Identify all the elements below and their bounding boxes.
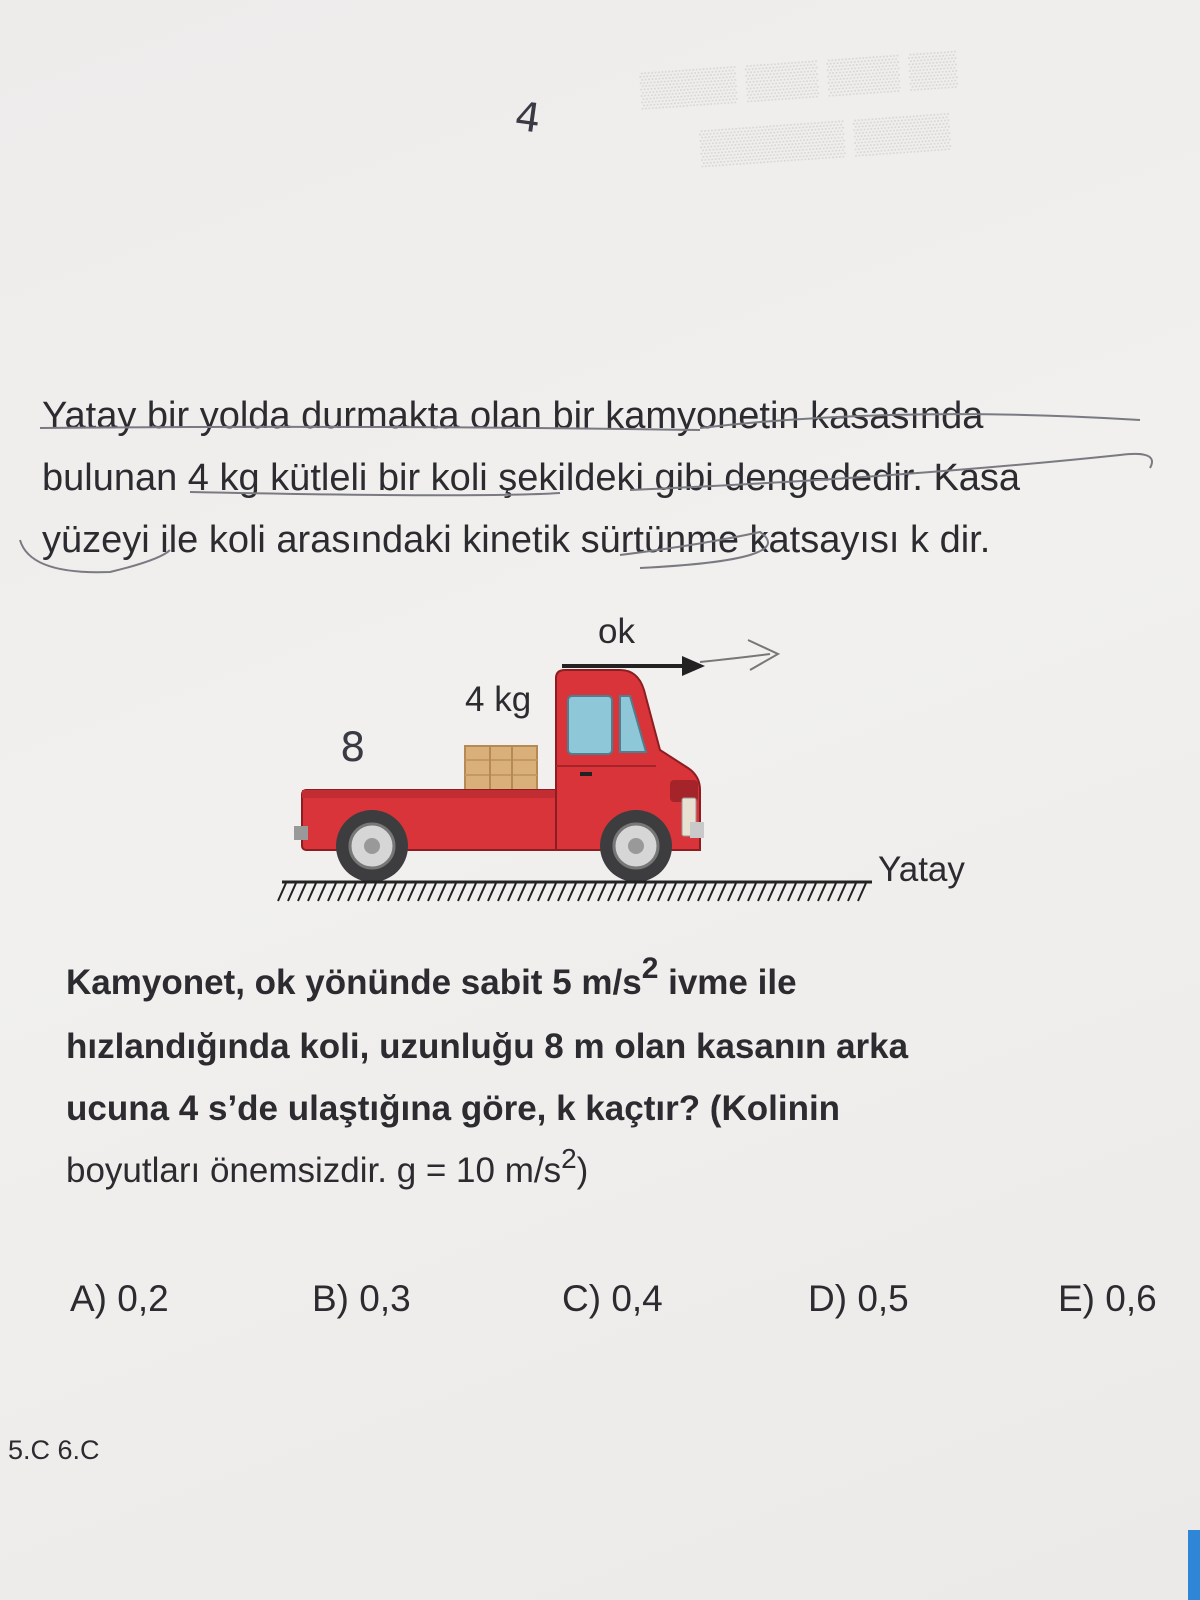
body-line — [66, 952, 1186, 1016]
crate-icon — [465, 746, 537, 790]
body-line — [66, 1078, 1186, 1140]
option-d[interactable] — [808, 1278, 909, 1320]
body-text: boyutları önemsizdir. g = 10 m/s — [66, 1151, 562, 1190]
intro-line: Yatay bir yolda durmakta olan bir kamyonetin kasasında — [42, 395, 984, 437]
ground-hatching — [278, 882, 872, 901]
intro-line: bulunan 4 kg kütleli bir koli şekildeki gibi dengededir. Kasa — [42, 457, 1021, 499]
body-text: ucuna 4 s’de ulaştığına göre, k kaçtır? (Kolinin — [66, 1089, 841, 1128]
handwritten-note-top: 4 — [511, 93, 544, 143]
page-edge-strip — [1188, 1530, 1200, 1600]
front-wheel-icon — [600, 810, 672, 882]
option-letter: D) — [808, 1278, 848, 1319]
show-through-text: ▒▒▒▒▒▒ ▒▒▒▒ — [698, 111, 952, 167]
option-letter: E) — [1058, 1278, 1095, 1319]
option-value: 0,2 — [117, 1278, 169, 1319]
option-value: 0,6 — [1105, 1278, 1157, 1319]
option-c[interactable] — [562, 1278, 663, 1320]
body-text: Kamyonet, ok yönünde sabit 5 m/s — [66, 963, 642, 1002]
handwritten-length-note: 8 — [340, 725, 366, 771]
answer-key: 5.C 6.C — [8, 1435, 100, 1465]
truck-drawing — [0, 600, 1200, 930]
mass-label: 4 kg — [465, 680, 532, 719]
body-line — [66, 1140, 1186, 1204]
body-text: ) — [576, 1151, 589, 1190]
option-letter: B) — [312, 1278, 349, 1319]
option-value: 0,4 — [611, 1278, 663, 1319]
rear-wheel-icon — [336, 810, 408, 882]
intro-line: yüzeyi ile koli arasındaki kinetik sürtünme katsayısı k dir. — [42, 519, 991, 561]
truck-figure — [0, 600, 1200, 930]
ground-label: Yatay — [878, 850, 965, 889]
pencil-underlines — [0, 0, 1200, 600]
option-value: 0,3 — [359, 1278, 411, 1319]
option-a[interactable] — [70, 1278, 169, 1320]
option-letter: C) — [562, 1278, 602, 1319]
question-body — [66, 952, 1186, 1204]
body-line: hızlandığında koli, uzunluğu 8 m olan kasanın arka — [66, 1027, 909, 1066]
superscript: 2 — [561, 1143, 577, 1174]
option-value: 0,5 — [857, 1278, 909, 1319]
body-text: ivme ile — [658, 963, 797, 1002]
arrow-label: ok — [598, 612, 635, 651]
show-through-text: ▒▒▒▒ ▒▒▒ ▒▒▒ ▒▒ — [639, 48, 959, 110]
superscript: 2 — [641, 952, 659, 985]
option-e[interactable] — [1058, 1278, 1157, 1320]
option-letter: A) — [70, 1278, 107, 1319]
option-b[interactable] — [312, 1278, 411, 1320]
